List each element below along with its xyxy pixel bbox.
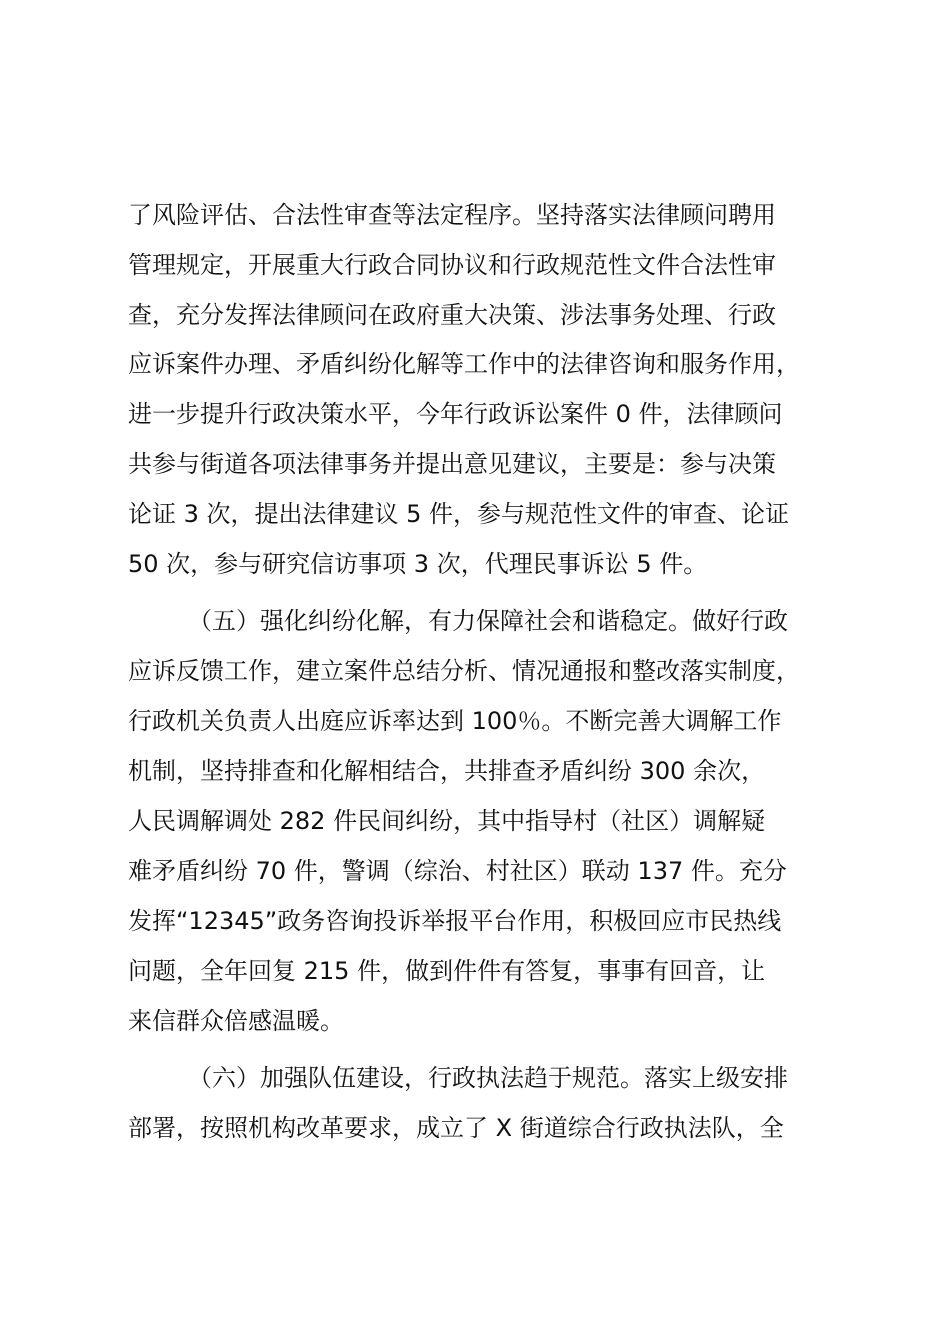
text-line: 人民调解调处 282 件民间纠纷，其中指导村（社区）调解疑 bbox=[128, 807, 766, 835]
text-line: 来信群众倍感温暖。 bbox=[128, 1007, 344, 1035]
text-line: 发挥“12345”政务咨询投诉举报平台作用，积极回应市民热线 bbox=[128, 907, 782, 935]
text-line: 机制，坚持排查和化解相结合，共排查矛盾纠纷 300 余次， bbox=[128, 757, 766, 785]
section-heading-line: （五）强化纠纷化解，有力保障社会和谐稳定。做好行政 bbox=[188, 607, 788, 635]
text-line: 50 次，参与研究信访事项 3 次，代理民事诉讼 5 件。 bbox=[128, 550, 708, 578]
text-line: 了风险评估、合法性审查等法定程序。坚持落实法律顾问聘用 bbox=[128, 201, 776, 229]
section-heading-line: （六）加强队伍建设，行政执法趋于规范。落实上级安排 bbox=[188, 1064, 788, 1092]
text-line: 应诉案件办理、矛盾纠纷化解等工作中的法律咨询和服务作用， bbox=[128, 350, 800, 378]
text-line: 论证 3 次，提出法律建议 5 件，参与规范性文件的审查、论证 bbox=[128, 500, 790, 528]
text-line: 应诉反馈工作，建立案件总结分析、情况通报和整改落实制度， bbox=[128, 657, 800, 685]
text-line: 管理规定，开展重大行政合同协议和行政规范性文件合法性审 bbox=[128, 251, 776, 279]
text-line: 问题，全年回复 215 件，做到件件有答复，事事有回音，让 bbox=[128, 957, 766, 985]
text-line: 查，充分发挥法律顾问在政府重大决策、涉法事务处理、行政 bbox=[128, 301, 776, 329]
text-line: 难矛盾纠纷 70 件，警调（综治、村社区）联动 137 件。充分 bbox=[128, 857, 787, 885]
text-line: 部署，按照机构改革要求，成立了 X 街道综合行政执法队，全 bbox=[128, 1114, 784, 1142]
text-line: 共参与街道各项法律事务并提出意见建议，主要是：参与决策 bbox=[128, 450, 776, 478]
text-line: 行政机关负责人出庭应诉率达到 100％。不断完善大调解工作 bbox=[128, 707, 782, 735]
text-line: 进一步提升行政决策水平，今年行政诉讼案件 0 件，法律顾问 bbox=[128, 400, 783, 428]
